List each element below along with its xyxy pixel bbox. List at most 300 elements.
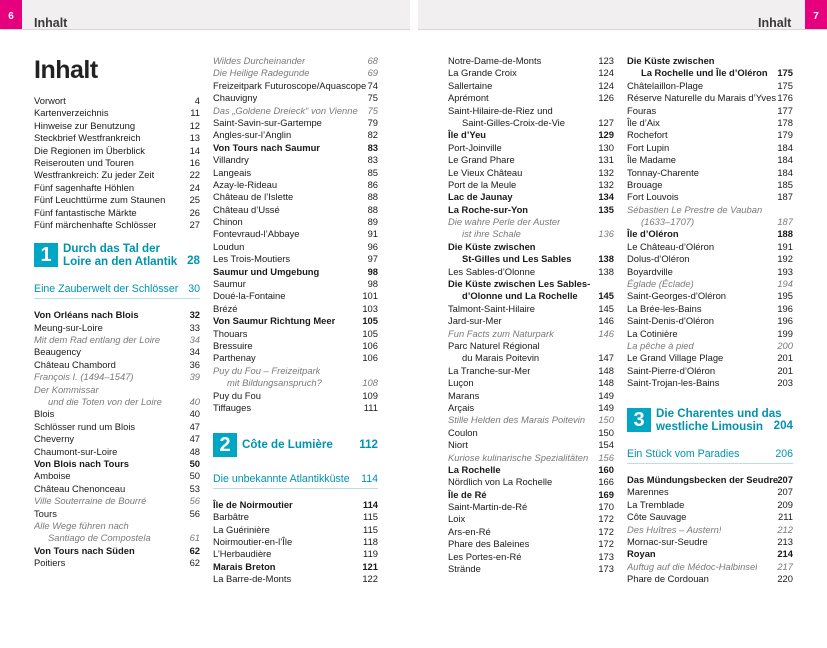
toc-entry-title: François I. (1494–1547) — [34, 371, 134, 383]
toc-entry-title: Le Vieux Château — [448, 166, 523, 178]
toc-entry — [627, 365, 793, 377]
toc-entry-title: Ars-en-Ré — [448, 525, 491, 537]
toc-entry-page: 124 — [598, 67, 614, 79]
toc-entry — [448, 551, 614, 563]
toc-entry — [627, 191, 793, 203]
toc-entry-page: 122 — [362, 573, 378, 585]
toc-entry — [448, 191, 614, 203]
toc-entry-page: 211 — [778, 511, 793, 523]
toc-entry — [34, 495, 200, 507]
toc-entry-page: 103 — [362, 302, 378, 314]
toc-entry-title: Kartenverzeichnis — [34, 107, 109, 119]
toc-entry — [213, 117, 378, 129]
toc-entry-page: 184 — [777, 154, 793, 166]
toc-entry — [448, 278, 614, 290]
toc-entry — [34, 145, 200, 157]
toc-entry — [213, 129, 378, 141]
toc-entry — [448, 241, 614, 253]
toc-entry-page: 150 — [598, 426, 614, 438]
toc-entry-page: 26 — [189, 206, 200, 218]
toc-entry-page: 194 — [777, 278, 793, 290]
toc-entry-page: 124 — [598, 79, 614, 91]
toc-entry — [448, 67, 614, 79]
toc-entry-page: 173 — [598, 550, 614, 562]
toc-entry-page: 106 — [362, 339, 378, 351]
toc-entry-page: 175 — [777, 67, 793, 79]
toc-entry-title: Île de Ré — [448, 488, 487, 500]
toc-entry — [448, 179, 614, 191]
toc-entry-page: 14 — [189, 144, 200, 156]
toc-entry-title: Le Grand Phare — [448, 154, 515, 166]
toc-entry-page: 61 — [189, 532, 200, 544]
toc-entry — [448, 414, 614, 426]
toc-entry-title: Doué-la-Fontaine — [213, 290, 286, 302]
toc-entry — [448, 526, 614, 538]
toc-entry-title: Tiffauges — [213, 401, 252, 413]
toc-entry-page: 101 — [362, 290, 378, 302]
toc-entry — [213, 328, 378, 340]
toc-entry-title: Fünf fantastische Märkte — [34, 206, 137, 218]
toc-entry-title: Von Saumur Richtung Meer — [213, 315, 336, 327]
toc-entry — [448, 167, 614, 179]
toc-entry-title: Tonnay-Charente — [627, 166, 699, 178]
toc-entry — [34, 322, 200, 334]
toc-entry-title: Des Huîtres – Austern! — [627, 523, 722, 535]
toc-entry-title: Saint-Martin-de-Ré — [448, 501, 528, 513]
toc-entry-page: 50 — [189, 457, 200, 469]
toc-entry-page: 36 — [189, 358, 200, 370]
page-title: Inhalt — [34, 56, 98, 84]
toc-entry-title: Meung-sur-Loire — [34, 321, 103, 333]
toc-entry-page: 135 — [598, 203, 614, 215]
toc-entry-title: Chauvigny — [213, 92, 258, 104]
toc-entry-title: Stille Helden des Marais Poitevin — [448, 414, 586, 426]
toc-entry-title: Saint-Hilaire-de-Riez und — [448, 104, 553, 116]
toc-entry — [213, 315, 378, 327]
toc-entry-title: du Marais Poitevin — [462, 352, 540, 364]
toc-entry-title: Die Küste zwischen — [627, 55, 715, 66]
toc-entry-title: Hinweise zur Benutzung — [34, 119, 136, 131]
chapter-title: Côte de Lumière — [242, 437, 333, 451]
toc-entry-page: 188 — [777, 228, 793, 240]
toc-entry-page: 106 — [362, 352, 378, 364]
toc-entry — [448, 266, 614, 278]
toc-entry-title: La Grande Croix — [448, 67, 517, 79]
toc-entry — [627, 328, 793, 340]
toc-entry — [213, 191, 378, 203]
toc-entry-page: 213 — [777, 535, 793, 547]
toc-entry-title: mit Bildungsanspruch? — [227, 377, 322, 389]
toc-entry — [213, 253, 378, 265]
toc-entry-page: 89 — [367, 216, 378, 228]
toc-entry — [627, 241, 793, 253]
toc-entry — [448, 105, 614, 117]
toc-entry-title: ist ihre Schale — [462, 228, 521, 240]
toc-entry-page: 200 — [777, 339, 793, 351]
toc-entry — [448, 55, 614, 67]
toc-entry — [448, 129, 614, 141]
toc-entry-title: Le Grand Village Plage — [627, 352, 724, 364]
toc-entry-title: Brézé — [213, 302, 238, 314]
chapter-number-box: 1 — [34, 243, 58, 267]
toc-entry-title: Lac de Jaunay — [448, 191, 513, 203]
toc-entry-page: 193 — [777, 265, 793, 277]
toc-entry — [627, 290, 793, 302]
toc-entry — [34, 508, 200, 520]
toc-entry — [34, 520, 200, 532]
toc-entry-title: Île d’Oléron — [627, 228, 679, 240]
toc-entry — [627, 216, 793, 228]
toc-entry-title: Schlösser rund um Blois — [34, 420, 136, 432]
toc-entry-page: 173 — [598, 563, 614, 575]
toc-entry — [34, 157, 200, 169]
toc-entry-page: 178 — [777, 116, 793, 128]
toc-entry — [627, 80, 793, 92]
toc-entry-page: 179 — [777, 129, 793, 141]
toc-entry — [627, 561, 793, 573]
toc-entry — [627, 92, 793, 104]
section-heading: Eine Zauberwelt der Schlösser 30 — [34, 281, 200, 299]
chapter-page: 112 — [359, 437, 378, 451]
toc-entry-title: Das „Goldene Dreieck“ von Vienne — [213, 104, 358, 116]
toc-entry-title: Fun Facts zum Naturpark — [448, 327, 554, 339]
toc-entry-page: 118 — [363, 535, 378, 547]
toc-entry — [448, 328, 614, 340]
toc-entry — [627, 167, 793, 179]
toc-entry — [213, 340, 378, 352]
toc-entry-page: 74 — [367, 79, 378, 91]
toc-entry — [34, 169, 200, 181]
toc-entry-title: Luçon — [448, 377, 474, 389]
toc-entry — [34, 346, 200, 358]
toc-entry-page: 185 — [777, 178, 793, 190]
toc-entry — [213, 511, 378, 523]
toc-entry-page: 121 — [362, 560, 378, 572]
toc-entry-title: La Rochelle — [448, 463, 501, 475]
toc-entry-title: Parc Naturel Régional — [448, 339, 540, 351]
toc-entry-page: 172 — [598, 513, 614, 525]
toc-entry — [448, 365, 614, 377]
toc-entry — [627, 67, 793, 79]
toc-entry-title: Von Blois nach Tours — [34, 457, 129, 469]
toc-entry — [627, 486, 793, 498]
toc-entry-title: Châtelaillon-Plage — [627, 79, 704, 91]
toc-entry-title: Phare de Cordouan — [627, 573, 709, 585]
toc-entry-page: 176 — [777, 92, 793, 104]
toc-entry-page: 148 — [598, 364, 614, 376]
toc-entry — [213, 204, 378, 216]
toc-entry-page: 85 — [367, 166, 378, 178]
toc-entry-title: Ville Souterraine de Bourré — [34, 495, 147, 507]
toc-entry-page: 11 — [190, 107, 200, 119]
toc-entry-title: L’Herbaudière — [213, 548, 272, 560]
toc-entry — [34, 182, 200, 194]
toc-entry-title: Barbâtre — [213, 511, 249, 523]
toc-entry-page: 217 — [777, 560, 793, 572]
toc-entry — [34, 120, 200, 132]
toc-entry — [34, 532, 200, 544]
toc-entry-title: Vorwort — [34, 95, 66, 106]
toc-entry — [448, 563, 614, 575]
chapter-2-heading — [213, 431, 378, 471]
toc-entry-page: 62 — [189, 557, 200, 569]
toc-entry — [34, 194, 200, 206]
toc-entry-page: 39 — [189, 371, 200, 383]
toc-entry — [627, 340, 793, 352]
toc-entry — [448, 352, 614, 364]
toc-entry-page: 156 — [598, 451, 614, 463]
toc-entry-title: Wildes Durcheinander — [213, 55, 306, 66]
toc-entry-page: 127 — [598, 116, 614, 128]
toc-entry-page: 91 — [367, 228, 378, 240]
toc-entry-page: 166 — [598, 476, 614, 488]
toc-entry — [448, 513, 614, 525]
toc-entry-page: 105 — [362, 315, 378, 327]
toc-entry — [627, 548, 793, 560]
toc-entry — [34, 421, 200, 433]
toc-entry-page: 68 — [367, 55, 378, 66]
toc-entry — [213, 548, 378, 560]
toc-entry — [34, 219, 200, 231]
toc-entry — [213, 352, 378, 364]
toc-entry — [448, 117, 614, 129]
toc-entry-page: 172 — [598, 538, 614, 550]
toc-entry-page: 209 — [777, 498, 793, 510]
toc-entry-title: Arçais — [448, 401, 475, 413]
toc-entry-page: 86 — [367, 178, 378, 190]
toc-entry — [213, 561, 378, 573]
toc-entry-page: 62 — [189, 544, 200, 556]
toc-entry-title: Loudun — [213, 240, 245, 252]
toc-entry-page: 169 — [598, 488, 614, 500]
toc-entry — [448, 80, 614, 92]
toc-entry — [448, 489, 614, 501]
toc-entry — [627, 573, 793, 585]
toc-entry-page: 148 — [598, 377, 614, 389]
toc-entry-page: 130 — [598, 141, 614, 153]
toc-entry — [34, 483, 200, 495]
toc-entry-page: 114 — [362, 498, 378, 510]
toc-entry-title: La Tremblade — [627, 498, 685, 510]
toc-entry-title: Dolus-d’Oléron — [627, 253, 690, 265]
toc-entry — [448, 204, 614, 216]
toc-entry-page: 207 — [777, 486, 793, 498]
toc-entry — [448, 142, 614, 154]
toc-entry-title: Langeais — [213, 166, 252, 178]
toc-entry-page: 40 — [189, 396, 200, 408]
toc-entry-title: Loix — [448, 513, 466, 525]
toc-entry-page: 53 — [189, 482, 200, 494]
toc-entry-page: 132 — [598, 178, 614, 190]
toc-entry — [448, 154, 614, 166]
toc-entry-page: 24 — [189, 181, 200, 193]
toc-entry-title: Die Küste zwischen Les Sables- — [448, 278, 591, 290]
toc-entry — [213, 179, 378, 191]
toc-entry-page: 195 — [777, 290, 793, 302]
toc-entry-title: Die wahre Perle der Auster — [448, 216, 561, 228]
toc-entry-title: Freizeitpark Futuroscope/Aquascope — [213, 79, 367, 91]
toc-entry-title: Château Chenonceau — [34, 482, 126, 494]
toc-entry — [627, 253, 793, 265]
toc-entry-page: 146 — [598, 315, 614, 327]
toc-entry-page: 48 — [189, 445, 200, 457]
toc-entry — [34, 396, 200, 408]
toc-entry — [627, 117, 793, 129]
running-header-left: Inhalt — [34, 16, 68, 30]
toc-entry — [213, 573, 378, 585]
toc-entry-page: 146 — [598, 327, 614, 339]
toc-entry — [213, 80, 378, 92]
toc-entry — [34, 557, 200, 569]
toc-entry-title: Villandry — [213, 154, 249, 166]
toc-entry-title: Niort — [448, 439, 468, 451]
toc-entry-title: Amboise — [34, 470, 71, 482]
toc-entry-page: 27 — [189, 218, 200, 230]
chapter-page: 28 — [187, 254, 200, 268]
toc-entry-page: 134 — [598, 191, 614, 203]
toc-entry-title: Chinon — [213, 216, 243, 228]
toc-entry-title: Von Tours nach Saumur — [213, 141, 320, 153]
toc-entry-page: 160 — [598, 463, 614, 475]
toc-entry — [627, 315, 793, 327]
toc-entry-page: 98 — [367, 278, 378, 290]
toc-entry — [627, 179, 793, 191]
toc-entry — [34, 433, 200, 445]
page-number-left: 6 — [0, 0, 22, 29]
toc-entry-title: Azay-le-Rideau — [213, 178, 278, 190]
toc-entry-title: Beaugency — [34, 346, 81, 358]
toc-entry — [448, 402, 614, 414]
toc-entry-title: Notre-Dame-de-Monts — [448, 55, 542, 66]
toc-entry-title: Fort Louvois — [627, 191, 679, 203]
toc-entry — [213, 241, 378, 253]
toc-entry — [34, 207, 200, 219]
toc-entry — [448, 315, 614, 327]
toc-entry-page: 150 — [598, 414, 614, 426]
toc-entry-page: 154 — [598, 439, 614, 451]
toc-entry-title: Saint-Savin-sur-Gartempe — [213, 116, 322, 128]
toc-entry — [627, 524, 793, 536]
running-header-right: Inhalt — [758, 16, 792, 30]
toc-entry-title: Santiago de Compostela — [48, 532, 151, 544]
toc-entry-page: 115 — [363, 523, 378, 535]
toc-entry — [213, 228, 378, 240]
toc-entry — [627, 154, 793, 166]
toc-entry-title: La Brée-les-Bains — [627, 302, 702, 314]
toc-entry-page: 212 — [777, 523, 793, 535]
toc-entry — [627, 142, 793, 154]
toc-entry-page: 126 — [598, 92, 614, 104]
toc-entry-title: und die Toten von der Loire — [48, 396, 162, 408]
toc-entry-title: Château d’Ussé — [213, 203, 280, 215]
toc-entry — [213, 142, 378, 154]
toc-entry-page: 50 — [189, 470, 200, 482]
toc-entry — [213, 67, 378, 79]
toc-entry-title: Phare des Baleines — [448, 538, 530, 550]
toc-entry-page: 75 — [367, 104, 378, 116]
toc-entry-title: Réserve Naturelle du Marais d’Yves — [627, 92, 777, 104]
toc-entry — [213, 266, 378, 278]
toc-entry-page: 123 — [598, 55, 614, 66]
toc-entry-page: 196 — [777, 302, 793, 314]
toc-entry-page: 129 — [598, 129, 614, 141]
toc-entry-title: Cheverny — [34, 433, 75, 445]
toc-entry-title: Côte Sauvage — [627, 511, 687, 523]
toc-entry-title: Les Trois-Moutiers — [213, 253, 291, 265]
toc-entry — [448, 538, 614, 550]
toc-entry — [448, 92, 614, 104]
toc-entry-title: Brouage — [627, 178, 663, 190]
toc-entry-page: 34 — [189, 334, 200, 346]
toc-entry-title: Île de Noirmoutier — [213, 498, 293, 510]
toc-entry — [627, 536, 793, 548]
toc-entry-title: Port-Joinville — [448, 141, 502, 153]
chapter-title: Die Charentes und das westliche Limousin — [656, 406, 782, 433]
toc-entry-title: La Cotinière — [627, 327, 678, 339]
toc-entry — [34, 107, 200, 119]
toc-entry-page: 47 — [189, 433, 200, 445]
toc-entry-title: Puy du Fou – Freizeitpark — [213, 364, 321, 376]
toc-entry-title: Noirmoutier-en-l’Île — [213, 535, 293, 547]
toc-entry-page: 175 — [777, 79, 793, 91]
toc-entry-page: 97 — [367, 253, 378, 265]
toc-entry — [213, 390, 378, 402]
toc-entry-title: Saumur — [213, 278, 246, 290]
toc-entry-title: Marais Breton — [213, 560, 276, 572]
toc-entry-title: Mornac-sur-Seudre — [627, 535, 708, 547]
toc-entry-page: 177 — [777, 104, 793, 116]
toc-entry-page: 170 — [598, 501, 614, 513]
toc-entry-page: 191 — [777, 240, 793, 252]
toc-entry-page: 184 — [777, 166, 793, 178]
toc-entry-title: Boyardville — [627, 265, 673, 277]
toc-entry-page: 47 — [189, 420, 200, 432]
toc-entry-title: Fontevraud-l’Abbaye — [213, 228, 300, 240]
toc-entry — [34, 470, 200, 482]
toc-entry-page: 105 — [362, 327, 378, 339]
toc-entry — [213, 377, 378, 389]
toc-entry — [627, 377, 793, 389]
toc-column-1 — [34, 95, 200, 570]
toc-entry-title: Tours — [34, 507, 57, 519]
toc-entry-page: 131 — [598, 154, 614, 166]
toc-entry-page: 192 — [777, 253, 793, 265]
toc-entry — [213, 524, 378, 536]
section-heading: Ein Stück vom Paradies 206 — [627, 446, 793, 464]
toc-column-4 — [627, 55, 793, 585]
toc-entry-page: 119 — [363, 548, 378, 560]
toc-entry — [213, 402, 378, 414]
toc-entry — [627, 303, 793, 315]
toc-entry-page: 13 — [189, 132, 200, 144]
toc-entry-title: Jard-sur-Mer — [448, 315, 502, 327]
toc-entry-page: 12 — [189, 119, 200, 131]
toc-entry — [34, 458, 200, 470]
toc-entry-page: 40 — [189, 408, 200, 420]
toc-entry — [448, 427, 614, 439]
toc-entry-title: Nördlich von La Rochelle — [448, 476, 553, 488]
toc-entry-page: 115 — [363, 511, 378, 523]
toc-entry — [448, 439, 614, 451]
toc-entry-title: Die Küste zwischen — [448, 240, 536, 252]
toc-entry-page: 56 — [189, 495, 200, 507]
toc-entry-page: 132 — [598, 166, 614, 178]
toc-entry-title: Saint-Trojan-les-Bains — [627, 377, 720, 389]
toc-entry — [448, 377, 614, 389]
toc-entry-title: Marans — [448, 389, 480, 401]
toc-entry-page: 98 — [367, 265, 378, 277]
toc-entry-title: Château de l’Islette — [213, 191, 294, 203]
